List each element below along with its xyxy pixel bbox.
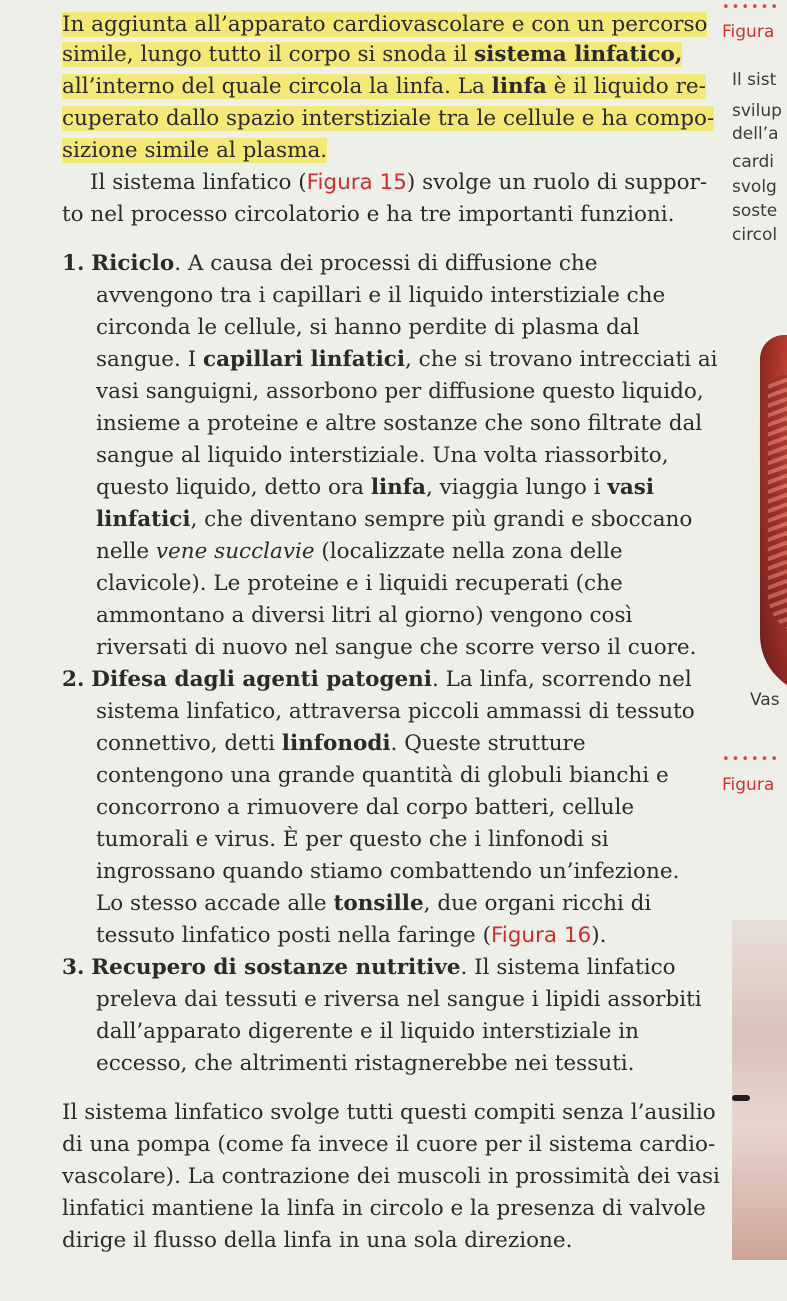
sidebar-text: svolg bbox=[732, 177, 777, 197]
list-item-2-line: connettivo, detti linfonodi. Queste strutture bbox=[96, 731, 586, 756]
intro-line: all’interno del quale circola la linfa. La linfa è il liquido re- bbox=[62, 74, 706, 99]
intro-line: sizione simile al plasma. bbox=[62, 138, 328, 163]
list-item-2: 2. Difesa dagli agenti patogeni. La linfa, scorrendo nel bbox=[62, 667, 692, 692]
list-item-2-line: ingrossano quando stiamo combattendo un’infezione. bbox=[96, 859, 680, 884]
list-item-1-line: sangue al liquido interstiziale. Una volta riassorbito, bbox=[96, 443, 669, 468]
list-item-2-line: concorrono a rimuovere dal corpo batteri, cellule bbox=[96, 795, 635, 820]
list-item-3-line: dall’apparato digerente e il liquido interstiziale in bbox=[96, 1019, 640, 1044]
list-item-3-line: preleva dai tessuti e riversa nel sangue i lipidi assorbiti bbox=[96, 987, 702, 1012]
sidebar bbox=[722, 0, 787, 1301]
intro-line: to nel processo circolatorio e ha tre importanti funzioni. bbox=[62, 202, 675, 227]
intro-line: In aggiunta all’apparato cardiovascolare e con un percorso bbox=[62, 12, 708, 37]
tonsils-figure-image bbox=[732, 920, 787, 1260]
closing-line: di una pompa (come fa invece il cuore per il sistema cardio- bbox=[62, 1132, 716, 1157]
list-item-1-line: circonda le cellule, si hanno perdite di plasma dal bbox=[96, 315, 640, 340]
sidebar-figure-label: Figura bbox=[722, 22, 775, 42]
list-item-1-line: nelle vene succlavie (localizzate nella zona delle bbox=[96, 539, 623, 564]
figure-15-reference: Figura 15 bbox=[306, 170, 407, 195]
sidebar-text: circol bbox=[732, 225, 778, 245]
list-item-1-line: insieme a proteine e altre sostanze che sono filtrate dal bbox=[96, 411, 703, 436]
list-item-2-line: Lo stesso accade alle tonsille, due organi ricchi di bbox=[96, 891, 652, 916]
list-item-2-line: tumorali e virus. È per questo che i linfonodi si bbox=[96, 827, 609, 852]
closing-line: Il sistema linfatico svolge tutti questi compiti senza l’ausilio bbox=[62, 1100, 716, 1125]
list-item-1-line: riversati di nuovo nel sangue che scorre verso il cuore. bbox=[96, 635, 697, 660]
sidebar-text: cardi bbox=[732, 152, 774, 172]
list-item-1-line: avvengono tra i capillari e il liquido interstiziale che bbox=[96, 283, 666, 308]
sidebar-text: svilup bbox=[732, 101, 782, 121]
sidebar-figure-label: Figura bbox=[722, 775, 775, 795]
closing-line: vascolare). La contrazione dei muscoli in prossimità dei vasi bbox=[62, 1164, 720, 1189]
sidebar-text: Il sist bbox=[732, 70, 777, 90]
list-item-1-line: linfatici, che diventano sempre più grandi e sboccano bbox=[96, 507, 693, 532]
list-item-2-line: sistema linfatico, attraversa piccoli ammassi di tessuto bbox=[96, 699, 695, 724]
list-item-1-line: clavicole). Le proteine e i liquidi recuperati (che bbox=[96, 571, 623, 596]
list-item-1-line: ammontano a diversi litri al giorno) vengono così bbox=[96, 603, 633, 628]
figure-16-reference: Figura 16 bbox=[490, 923, 592, 948]
dots-decoration: •••••• bbox=[722, 752, 781, 767]
list-item-1: 1. Riciclo. A causa dei processi di diffusione che bbox=[62, 251, 598, 276]
list-item-2-line: contengono una grande quantità di globuli bianchi e bbox=[96, 763, 669, 788]
list-item-1-line: questo liquido, detto ora linfa, viaggia lungo i vasi bbox=[96, 475, 655, 500]
lymphatic-figure-image bbox=[760, 335, 787, 695]
closing-line: linfatici mantiene la linfa in circolo e la presenza di valvole bbox=[62, 1196, 706, 1221]
sidebar-text: soste bbox=[732, 201, 778, 221]
dots-decoration: •••••• bbox=[722, 0, 781, 15]
sidebar-text: Vas bbox=[750, 690, 780, 710]
intro-line: simile, lungo tutto il corpo si snoda il sistema linfatico, bbox=[62, 42, 683, 67]
intro-line: Il sistema linfatico (Figura 15) svolge un ruolo di suppor- bbox=[90, 170, 708, 195]
sidebar-text: dell’a bbox=[732, 124, 779, 144]
intro-line: cuperato dallo spazio interstiziale tra le cellule e ha compo- bbox=[62, 106, 715, 131]
list-item-3-line: eccesso, che altrimenti ristagnerebbe nei tessuti. bbox=[96, 1051, 635, 1076]
list-item-3: 3. Recupero di sostanze nutritive. Il sistema linfatico bbox=[62, 955, 676, 980]
list-item-1-line: sangue. I capillari linfatici, che si trovano intrecciati ai bbox=[96, 347, 718, 372]
list-item-2-line: tessuto linfatico posti nella faringe (Figura 16). bbox=[96, 923, 607, 948]
list-item-1-line: vasi sanguigni, assorbono per diffusione questo liquido, bbox=[96, 379, 704, 404]
closing-line: dirige il flusso della linfa in una sola direzione. bbox=[62, 1228, 573, 1253]
